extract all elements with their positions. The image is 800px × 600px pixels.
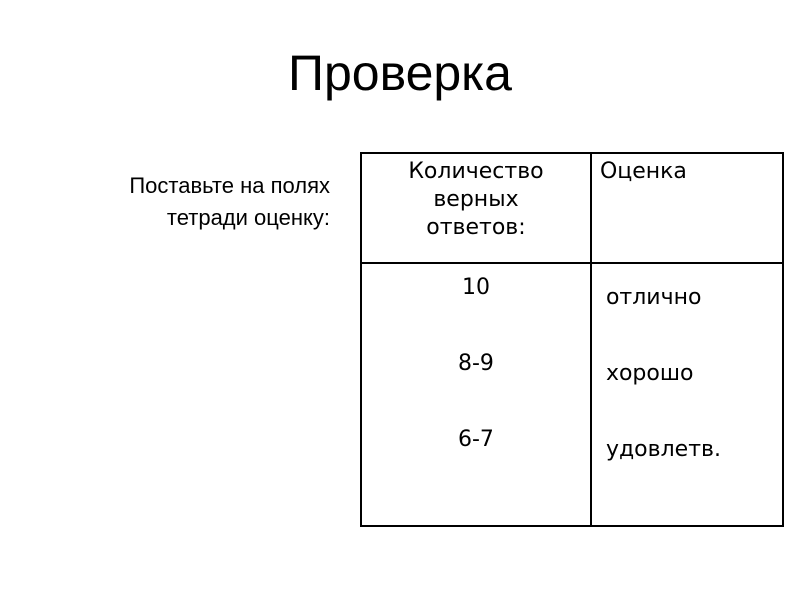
page-title: Проверка: [288, 45, 512, 101]
header-count-line: ответов:: [426, 215, 526, 240]
header-count-cell: [361, 153, 591, 263]
header-count-line: верных: [433, 187, 519, 212]
table-header-row: [361, 153, 783, 263]
table-body-row: [361, 263, 783, 526]
count-value: 8-9: [458, 351, 494, 376]
counts-cell: [361, 263, 591, 526]
instruction-line: Поставьте на полях: [129, 173, 330, 198]
grading-table: [360, 152, 784, 527]
grades-cell: [591, 263, 783, 526]
instruction-text: [40, 170, 330, 234]
header-count-line: Количество: [408, 159, 544, 184]
grade-value: удовлетв.: [605, 437, 721, 462]
count-value: 10: [461, 275, 490, 300]
grade-value: отлично: [605, 285, 702, 310]
count-value: 6-7: [458, 427, 494, 452]
instruction-line: тетради оценку:: [166, 205, 330, 230]
header-grade-cell: Оценка: [591, 153, 783, 263]
grade-value: хорошо: [605, 361, 694, 386]
